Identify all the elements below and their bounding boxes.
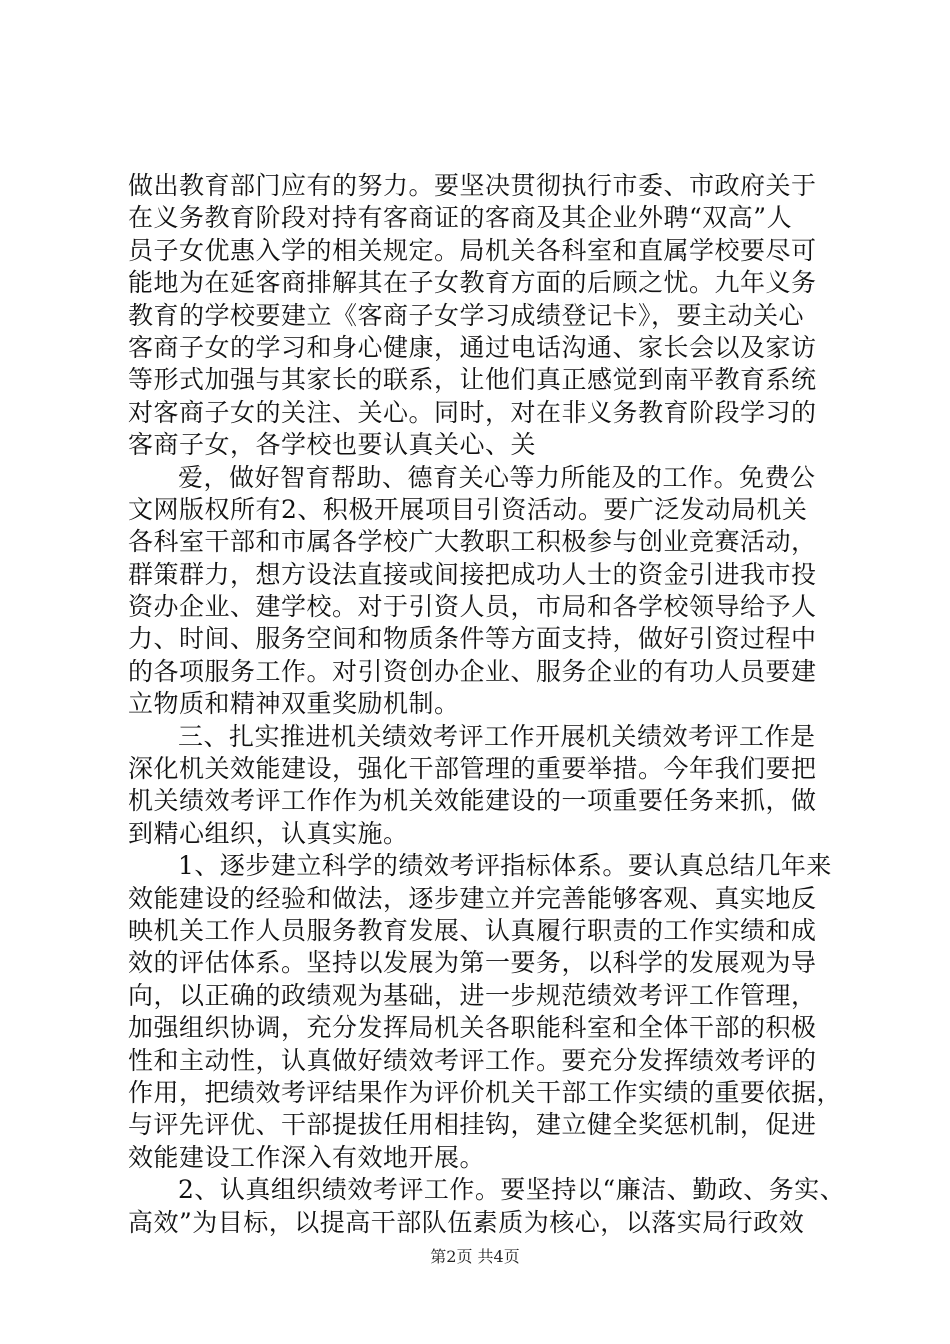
text-line: 爱，做好智育帮助、德育关心等力所能及的工作。免费公 [178, 462, 816, 492]
text-line: 员子女优惠入学的相关规定。局机关各科室和直属学校要尽可 [128, 235, 817, 265]
text-line: 资办企业、建学校。对于引资人员，市局和各学校领导给予人 [128, 592, 817, 622]
text-line: 力、时间、服务空间和物质条件等方面支持，做好引资过程中 [128, 624, 817, 654]
text-line: 在义务教育阶段对持有客商证的客商及其企业外聘“双高”人 [128, 203, 793, 233]
text-line: 到精心组织，认真实施。 [128, 818, 409, 848]
text-line: 映机关工作人员服务教育发展、认真履行职责的工作实绩和成 [128, 915, 817, 945]
text-line: 性和主动性，认真做好绩效考评工作。要充分发挥绩效考评的 [128, 1045, 817, 1075]
text-line: 文网版权所有2、积极开展项目引资活动。要广泛发动局机关 [128, 494, 808, 524]
text-line: 教育的学校要建立《客商子女学习成绩登记卡》，要主动关心 [128, 300, 805, 330]
text-line: 对客商子女的关注、关心。同时，对在非义务教育阶段学习的 [128, 397, 817, 427]
text-line: 向，以正确的政绩观为基础，进一步规范绩效考评工作管理， [128, 980, 817, 1010]
text-line: 机关绩效考评工作作为机关效能建设的一项重要任务来抓，做 [128, 786, 817, 816]
text-line: 客商子女的学习和身心健康，通过电话沟通、家长会以及家访 [128, 332, 817, 362]
text-line: 三、扎实推进机关绩效考评工作开展机关绩效考评工作是 [178, 721, 816, 751]
text-line: 各科室干部和市属各学校广大教职工积极参与创业竞赛活动， [128, 527, 817, 557]
text-line: 能地为在延客商排解其在子女教育方面的后顾之忧。九年义务 [128, 268, 817, 298]
text-line: 效能建设工作深入有效地开展。 [128, 1142, 486, 1172]
page-number: 第2页 共4页 [430, 1247, 520, 1266]
text-line: 客商子女，各学校也要认真关心、关 [128, 430, 537, 460]
text-line: 等形式加强与其家长的联系，让他们真正感觉到南平教育系统 [128, 365, 817, 395]
text-line: 2、认真组织绩效考评工作。要坚持以“廉洁、勤政、务实、 [178, 1175, 846, 1205]
text-line: 效能建设的经验和做法，逐步建立并完善能够客观、真实地反 [128, 883, 817, 913]
text-line: 立物质和精神双重奖励机制。 [128, 689, 460, 719]
text-line: 深化机关效能建设，强化干部管理的重要举措。今年我们要把 [128, 754, 817, 784]
page-footer [0, 1244, 950, 1267]
text-line: 与评先评优、干部提拔任用相挂钩，建立健全奖惩机制，促进 [128, 1110, 817, 1140]
text-line: 高效”为目标，以提高干部队伍素质为核心，以落实局行政效 [128, 1207, 805, 1237]
text-line: 加强组织协调，充分发挥局机关各职能科室和全体干部的积极 [128, 1013, 817, 1043]
text-line: 做出教育部门应有的努力。要坚决贯彻执行市委、市政府关于 [128, 171, 817, 200]
text-line: 1、逐步建立科学的绩效考评指标体系。要认真总结几年来 [178, 851, 832, 881]
text-line: 效的评估体系。坚持以发展为第一要务，以科学的发展观为导 [128, 948, 817, 978]
text-line: 的各项服务工作。对引资创办企业、服务企业的有功人员要建 [128, 656, 817, 686]
document-body [128, 170, 846, 1239]
text-line: 作用，把绩效考评结果作为评价机关干部工作实绩的重要依据， [128, 1077, 843, 1107]
text-line: 群策群力，想方设法直接或间接把成功人士的资金引进我市投 [128, 559, 817, 589]
